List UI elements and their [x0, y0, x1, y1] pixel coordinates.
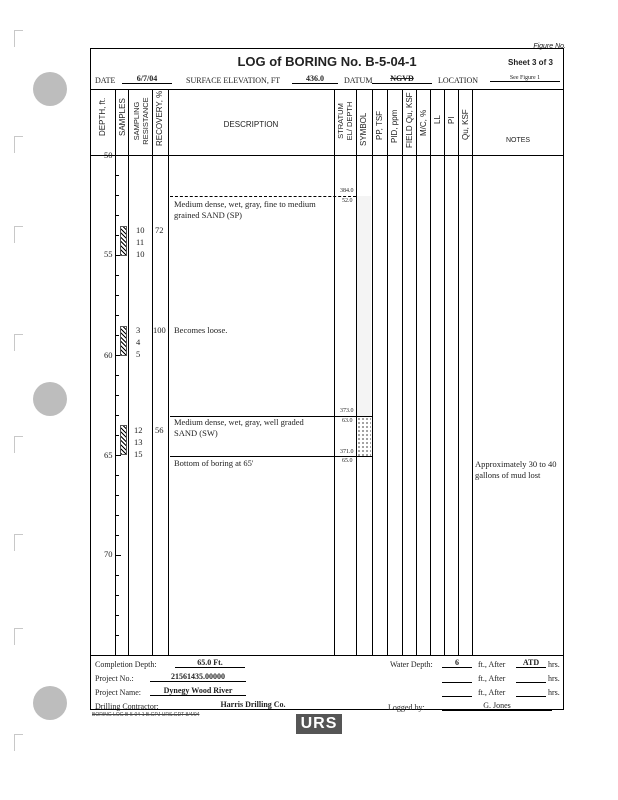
blow-count: 4 — [136, 337, 141, 347]
col-divider — [444, 89, 445, 655]
urs-logo-text: URS — [300, 715, 338, 732]
margin-mark — [14, 734, 23, 751]
stratum-depth: 52.0 — [342, 198, 353, 204]
depth-tick-label: 55 — [104, 249, 113, 259]
elevation-label: SURFACE ELEVATION, FT — [186, 76, 281, 85]
depth-tick — [115, 615, 119, 616]
col-divider — [372, 89, 373, 655]
margin-mark — [14, 334, 23, 351]
boring-note: Approximately 30 to 40 gallons of mud lost — [475, 459, 557, 480]
col-header-resistance: SAMPLING RESISTANCE — [132, 97, 150, 145]
water-depth-value: 6 — [442, 658, 472, 668]
sheet-label: Sheet 3 of 3 — [508, 58, 553, 67]
margin-mark — [14, 136, 23, 153]
depth-tick — [115, 335, 119, 336]
after-blank — [516, 687, 546, 697]
contractor-value: Harris Drilling Co. — [178, 700, 328, 710]
depth-tick — [115, 475, 119, 476]
depth-tick — [115, 535, 119, 536]
blow-count: 11 — [136, 237, 145, 247]
stratum-depth: 63.0 — [342, 418, 353, 424]
col-divider — [430, 89, 431, 655]
depth-tick — [115, 315, 119, 316]
depth-tick — [115, 455, 121, 456]
ft-after-label: ft., After — [478, 660, 506, 669]
stratum-depth: 65.0 — [342, 458, 353, 464]
soil-symbol-sw — [357, 417, 371, 456]
sample-marker — [120, 226, 127, 256]
elevation-value: 436.0 — [292, 74, 338, 84]
footer-rule — [90, 655, 564, 656]
date-label: DATE — [95, 76, 116, 85]
soil-description: Medium dense, wet, gray, fine to medium grained SAND (SP) — [174, 199, 316, 220]
blow-count: 15 — [134, 449, 143, 459]
datum-value: NGVD — [372, 74, 432, 84]
col-divider — [416, 89, 417, 655]
depth-tick — [115, 395, 119, 396]
binder-hole-3 — [33, 686, 67, 720]
col-header-samples: SAMPLES — [118, 98, 127, 136]
margin-mark — [14, 534, 23, 551]
stratum-elevation: 384.0 — [340, 188, 354, 194]
recovery-value: 72 — [155, 225, 164, 235]
recovery-value: 100 — [153, 325, 166, 335]
col-header-recovery: RECOVERY, % — [155, 90, 164, 146]
ft-after-label: ft., After — [478, 688, 506, 697]
water-depth-label: Water Depth: — [390, 660, 433, 669]
col-header-ll: LL — [433, 115, 442, 124]
depth-tick — [115, 295, 119, 296]
col-header-pi: PI — [447, 116, 456, 124]
stratum-elevation: 371.0 — [340, 449, 354, 455]
col-divider — [472, 89, 473, 655]
stratum-boundary — [170, 456, 372, 457]
log-frame — [90, 48, 564, 710]
page-title: LOG of BORING No. B-5-04-1 — [237, 54, 417, 69]
depth-tick — [115, 495, 119, 496]
col-divider — [402, 89, 403, 655]
col-header-stratum: STRATUM EL/ DEPTH — [336, 101, 354, 141]
stratum-elevation: 373.0 — [340, 408, 354, 414]
soil-symbol-sp — [357, 196, 371, 416]
margin-mark — [14, 226, 23, 243]
col-header-description: DESCRIPTION — [223, 120, 279, 129]
sample-marker — [120, 326, 127, 356]
col-divider — [168, 89, 169, 655]
blow-count: 3 — [136, 325, 141, 335]
margin-mark — [14, 30, 23, 47]
location-value: See Figure 1 — [490, 75, 560, 82]
binder-hole-1 — [33, 72, 67, 106]
location-label: LOCATION — [438, 76, 478, 85]
figure-label: Figure No. — [533, 43, 566, 50]
depth-tick-label: 70 — [104, 549, 113, 559]
hrs-label: hrs. — [548, 674, 560, 683]
blow-count: 10 — [136, 249, 145, 259]
binder-hole-2 — [33, 382, 67, 416]
col-divider — [115, 89, 116, 655]
col-header-mc: M/C, % — [419, 109, 428, 136]
blow-count: 12 — [134, 425, 143, 435]
completion-depth-label: Completion Depth: — [95, 660, 157, 669]
depth-tick-label: 50 — [104, 150, 113, 160]
col-header-symbol: SYMBOL — [359, 112, 368, 146]
col-divider — [458, 89, 459, 655]
urs-logo — [296, 714, 342, 734]
datum-label: DATUM — [344, 76, 373, 85]
contractor-label: Drilling Contractor: — [95, 702, 159, 711]
hrs-label: hrs. — [548, 688, 560, 697]
logged-by-label: Logged by: — [388, 703, 425, 712]
col-header-field-qu: FIELD Qu, KSF — [405, 92, 414, 148]
recovery-value: 56 — [155, 425, 164, 435]
blow-count: 5 — [136, 349, 141, 359]
col-header-notes: NOTES — [505, 137, 531, 144]
soil-description: Medium dense, wet, gray, well graded SAND (SW) — [174, 417, 304, 438]
blow-count: 10 — [136, 225, 145, 235]
date-value: 6/7/04 — [122, 74, 172, 84]
depth-tick — [115, 175, 119, 176]
depth-tick — [115, 195, 119, 196]
project-name-value: Dynegy Wood River — [150, 686, 246, 696]
depth-tick-label: 60 — [104, 350, 113, 360]
margin-mark — [14, 628, 23, 645]
logged-by-value: G. Jones — [442, 701, 552, 711]
ft-after-label: ft., After — [478, 674, 506, 683]
soil-description: Becomes loose. — [174, 325, 228, 335]
depth-tick — [115, 595, 119, 596]
depth-tick — [115, 235, 119, 236]
water-depth-blank — [442, 687, 472, 697]
depth-tick — [115, 555, 121, 556]
column-header-rule — [90, 155, 564, 156]
completion-depth-value: 65.0 Ft. — [175, 658, 245, 668]
col-divider — [152, 89, 153, 655]
soil-description: Bottom of boring at 65' — [174, 458, 254, 468]
sample-marker — [120, 425, 127, 455]
boring-log-code: BORING LOG B-5-04-1 B.GPJ URS.GDT 8/4/04 — [92, 712, 200, 718]
depth-tick — [115, 635, 119, 636]
col-header-depth: DEPTH, ft. — [98, 97, 107, 136]
depth-tick — [115, 415, 119, 416]
depth-tick — [115, 155, 121, 156]
col-header-pid: PID, ppm — [390, 109, 399, 143]
after-blank — [516, 673, 546, 683]
depth-tick — [115, 435, 119, 436]
col-divider — [128, 89, 129, 655]
atd-value: ATD — [516, 658, 546, 668]
col-header-qu: Qu, KSF — [461, 109, 470, 140]
depth-tick — [115, 375, 119, 376]
depth-tick — [115, 575, 119, 576]
depth-tick — [115, 515, 119, 516]
project-name-label: Project Name: — [95, 688, 141, 697]
project-no-value: 21561435.00000 — [150, 672, 246, 682]
depth-tick-label: 65 — [104, 450, 113, 460]
depth-tick — [115, 275, 119, 276]
col-divider — [334, 89, 335, 655]
depth-tick — [115, 215, 119, 216]
blow-count: 13 — [134, 437, 143, 447]
col-header-pp: PP, TSF — [375, 110, 384, 140]
margin-mark — [14, 436, 23, 453]
hrs-label: hrs. — [548, 660, 560, 669]
col-divider — [387, 89, 388, 655]
project-no-label: Project No.: — [95, 674, 134, 683]
water-depth-blank — [442, 673, 472, 683]
stratum-boundary — [170, 196, 356, 197]
